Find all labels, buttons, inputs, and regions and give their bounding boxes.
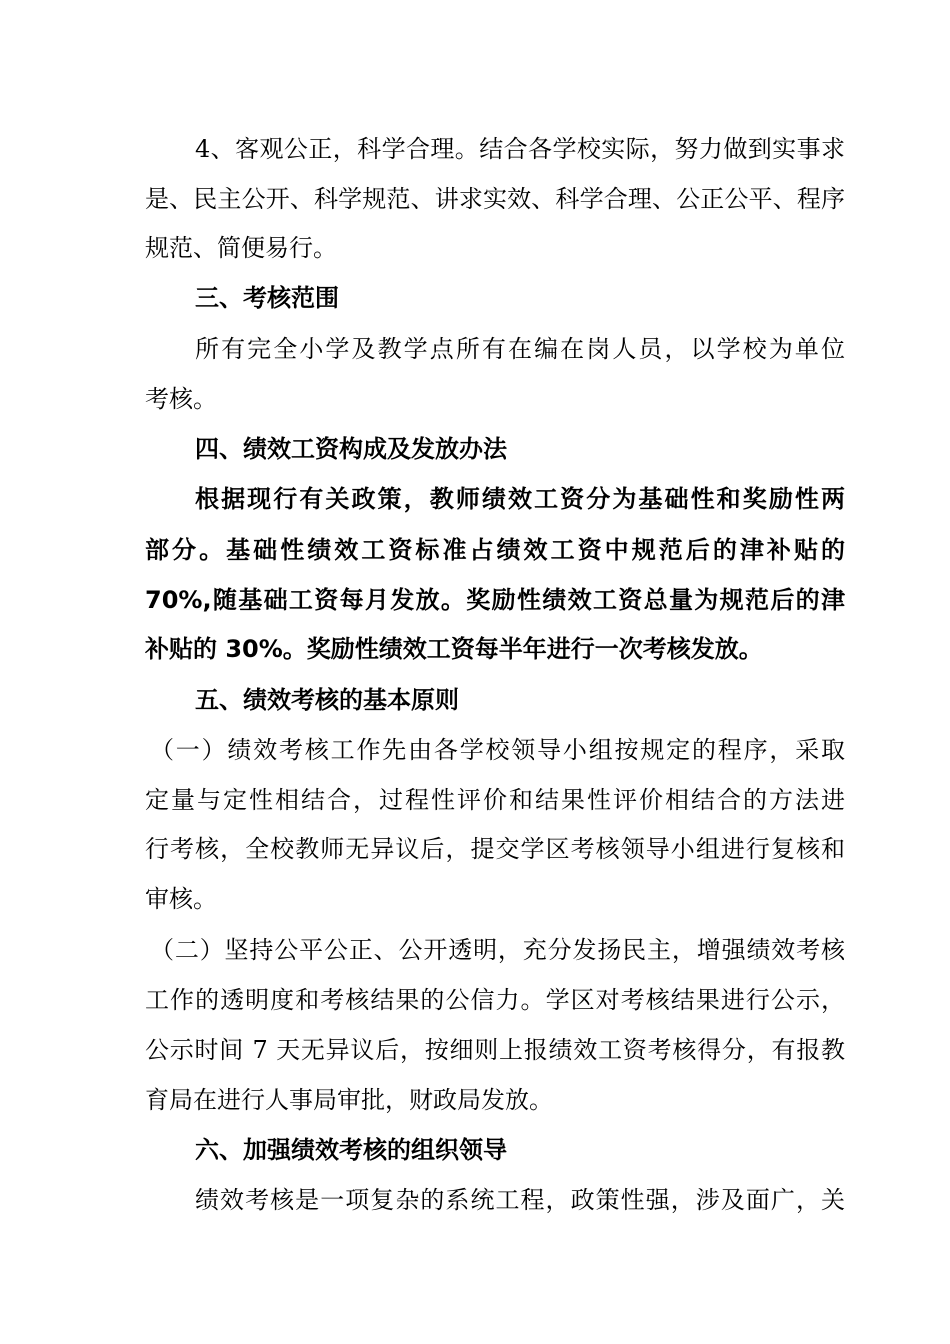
- section-5-item-1-line-4: 审核。: [145, 885, 217, 913]
- section-5-heading: 五、绩效考核的基本原则: [195, 686, 459, 714]
- section-6-heading: 六、加强绩效考核的组织领导: [195, 1136, 507, 1164]
- section-5-item-1-line-3: 行考核，全校教师无异议后，提交学区考核领导小组进行复核和: [145, 835, 845, 863]
- section-6-line-1: 绩效考核是一项复杂的系统工程，政策性强，涉及面广，关: [195, 1186, 845, 1214]
- principle-4-line-2: 是、民主公开、科学规范、讲求实效、科学合理、公正公平、程序: [145, 185, 845, 213]
- section-4-heading: 四、绩效工资构成及发放办法: [195, 435, 507, 463]
- principle-4-line-1: 4、客观公正，科学合理。结合各学校实际，努力做到实事求: [195, 135, 845, 163]
- section-4-line-2: 部分。基础性绩效工资标准占绩效工资中规范后的津补贴的: [145, 536, 845, 564]
- section-3-heading: 三、考核范围: [195, 284, 339, 312]
- section-3-line-2: 考核。: [145, 385, 217, 413]
- section-5-item-2-line-3: 公示时间 7 天无异议后，按细则上报绩效工资考核得分，有报教: [145, 1036, 845, 1064]
- section-5-item-1-line-2: 定量与定性相结合，过程性评价和结果性评价相结合的方法进: [145, 786, 845, 814]
- principle-4-line-3: 规范、简便易行。: [145, 234, 337, 262]
- section-4-line-4: 补贴的 30%。奖励性绩效工资每半年进行一次考核发放。: [145, 635, 763, 663]
- section-5-item-2-line-1: （二）坚持公平公正、公开透明，充分发扬民主，增强绩效考核: [150, 936, 845, 964]
- section-3-line-1: 所有完全小学及教学点所有在编在岗人员，以学校为单位: [195, 335, 845, 363]
- section-5-item-1-line-1: （一）绩效考核工作先由各学校领导小组按规定的程序，采取: [150, 736, 845, 764]
- section-5-item-2-line-2: 工作的透明度和考核结果的公信力。学区对考核结果进行公示，: [145, 986, 845, 1014]
- section-4-line-1: 根据现行有关政策，教师绩效工资分为基础性和奖励性两: [195, 485, 845, 513]
- section-4-line-3: 70%,随基础工资每月发放。奖励性绩效工资总量为规范后的津: [145, 586, 845, 614]
- section-5-item-2-line-4: 育局在进行人事局审批，财政局发放。: [145, 1086, 553, 1114]
